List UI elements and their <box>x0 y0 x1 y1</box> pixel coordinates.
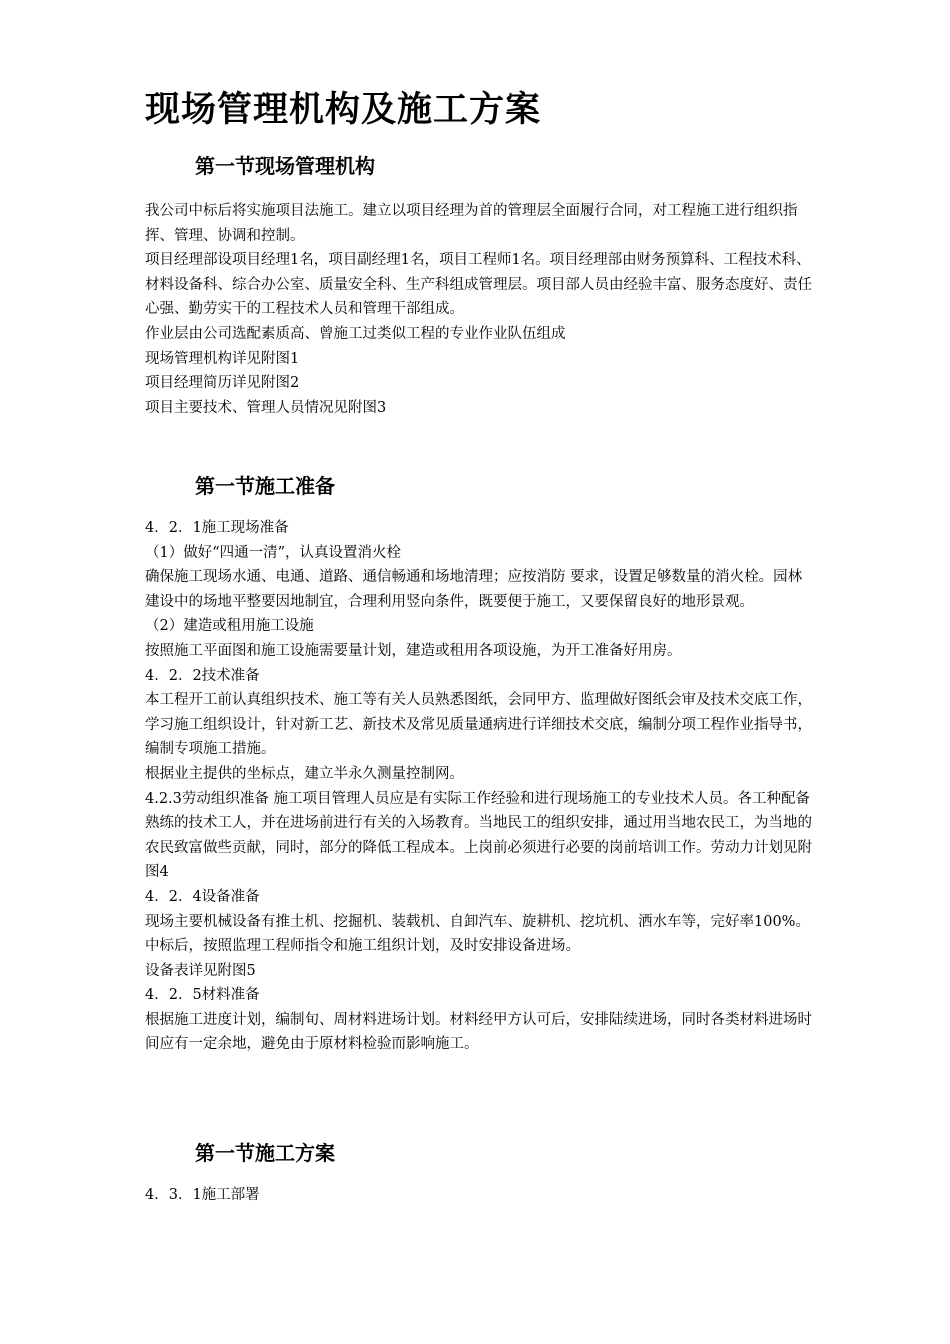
document-title: 现场管理机构及施工方案 <box>145 90 542 130</box>
section-body-2 <box>145 516 815 1057</box>
paragraph: 4．2．1施工现场准备 <box>145 520 289 536</box>
section-body-1 <box>145 199 815 420</box>
paragraph: 4．2．4设备准备 <box>145 888 260 905</box>
paragraph: 4．2．5材料准备 <box>145 987 260 1004</box>
paragraph: 我公司中标后将实施项目法施工。建立以项目经理为首的管理层全面履行合同，对工程施工进行组织指挥、管理、协调和控制。 <box>145 203 798 244</box>
paragraph: （2）建造或租用施工设施 <box>145 618 314 635</box>
paragraph: （1）做好“四通一清”，认真设置消火栓 <box>145 544 402 561</box>
paragraph: 现场管理机构详见附图1 <box>145 350 300 367</box>
paragraph: 4．2．2技术准备 <box>145 667 260 684</box>
section-heading-3: 第一节施工方案 <box>195 1141 335 1165</box>
paragraph: 按照施工平面图和施工设施需要量计划，建造或租用各项设施，为开工准备好用房。 <box>145 642 682 659</box>
paragraph: 本工程开工前认真组织技术、施工等有关人员熟悉图纸，会同甲方、监理做好图纸会审及技术交底工作，学习施工组织设计，针对新工艺、新技术及常见质量通病进行详细技术交底，编制分项工程作业指导书，编制专项施工措施。 <box>145 692 812 758</box>
paragraph: 4.2.3劳动组织准备 施工项目管理人员应是有实际工作经验和进行现场施工的专业技术人员。各工种配备熟练的技术工人，并在进场前进行有关的入场教育。当地民工的组织安排，通过用当地农民工，为当地的农民致富做些贡献，同时，部分的降低工程成本。上岗前必须进行必要的岗前培训工作。劳动力计划见附图4 <box>145 790 812 881</box>
paragraph: 4．3．1施工部署 <box>145 1187 260 1203</box>
paragraph: 现场主要机械设备有推土机、挖掘机、装载机、自卸汽车、旋耕机、挖坑机、洒水车等，完好率100%。中标后，按照监理工程师指令和施工组织计划，及时安排设备进场。 <box>145 913 810 955</box>
paragraph: 项目经理部设项目经理1名，项目副经理1名，项目工程师1名。项目经理部由财务预算科、工程技术科、材料设备科、综合办公室、质量安全科、生产科组成管理层。项目部人员由经验丰富、服务态度好、责任心强、勤劳实干的工程技术人员和管理干部组成。 <box>145 252 812 318</box>
paragraph: 确保施工现场水通、电通、道路、通信畅通和场地清理；应按消防 要求，设置足够数量的消火栓。园林建设中的场地平整要因地制宜，合理利用竖向条件，既要便于施工，又要保留良好的地形景观。 <box>145 569 803 610</box>
section-heading-2: 第一节施工准备 <box>195 474 335 498</box>
paragraph: 项目经理简历详见附图2 <box>145 375 300 392</box>
paragraph: 设备表详见附图5 <box>145 962 256 979</box>
section-body-3 <box>145 1183 815 1208</box>
paragraph: 根据施工进度计划，编制旬、周材料进场计划。材料经甲方认可后，安排陆续进场，同时各类材料进场时间应有一定余地，避免由于原材料检验而影响施工。 <box>145 1011 812 1053</box>
paragraph: 项目主要技术、管理人员情况见附图3 <box>145 399 387 416</box>
paragraph: 作业层由公司选配素质高、曾施工过类似工程的专业作业队伍组成 <box>145 325 566 342</box>
paragraph: 根据业主提供的坐标点，建立半永久测量控制网。 <box>145 765 464 782</box>
section-heading-1: 第一节现场管理机构 <box>195 154 375 178</box>
